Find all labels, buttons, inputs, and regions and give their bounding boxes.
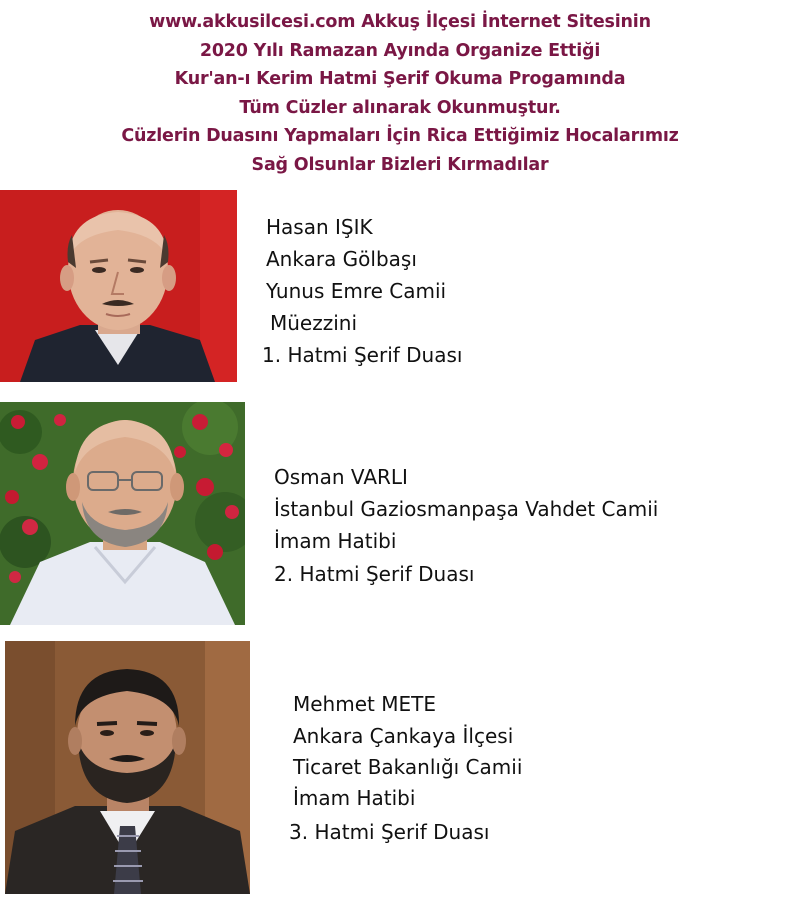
person-3-dua: 3. Hatmi Şerif Duası xyxy=(289,820,490,844)
person-2-role: İmam Hatibi xyxy=(274,529,397,553)
person-2-name: Osman VARLI xyxy=(274,465,408,489)
header-line-6: Sağ Olsunlar Bizleri Kırmadılar xyxy=(251,154,549,175)
person-3-role: İmam Hatibi xyxy=(293,786,416,810)
person-3-name: Mehmet METE xyxy=(293,692,436,716)
person-1-name: Hasan IŞIK xyxy=(266,215,373,239)
header-line-5: Cüzlerin Duasını Yapmaları İçin Rica Ettiğimiz Hocalarımız xyxy=(121,126,679,146)
photo-mehmet-mete xyxy=(5,641,250,894)
photo-osman-varli xyxy=(0,402,245,625)
person-2-dua: 2. Hatmi Şerif Duası xyxy=(274,562,475,586)
photo-hasan-isik xyxy=(0,190,237,382)
person-1-city: Ankara Gölbaşı xyxy=(266,247,417,271)
header-text xyxy=(0,8,800,179)
person-3-city: Ankara Çankaya İlçesi xyxy=(293,724,514,748)
header-line-1: www.akkusilcesi.com Akkuş İlçesi İnternet Sitesinin xyxy=(149,12,651,32)
header-line-4: Tüm Cüzler alınarak Okunmuştur. xyxy=(239,97,561,118)
person-1-dua: 1. Hatmi Şerif Duası xyxy=(262,343,463,367)
person-1-mosque: Yunus Emre Camii xyxy=(266,279,447,303)
person-1-role: Müezzini xyxy=(270,311,358,335)
header-line-2: 2020 Yılı Ramazan Ayında Organize Ettiği xyxy=(199,40,601,61)
header-line-3: Kur'an-ı Kerim Hatmi Şerif Okuma Progamında xyxy=(174,69,626,89)
person-2-city: İstanbul Gaziosmanpaşa Vahdet Camii xyxy=(274,497,659,521)
person-3-mosque: Ticaret Bakanlığı Camii xyxy=(293,755,523,779)
